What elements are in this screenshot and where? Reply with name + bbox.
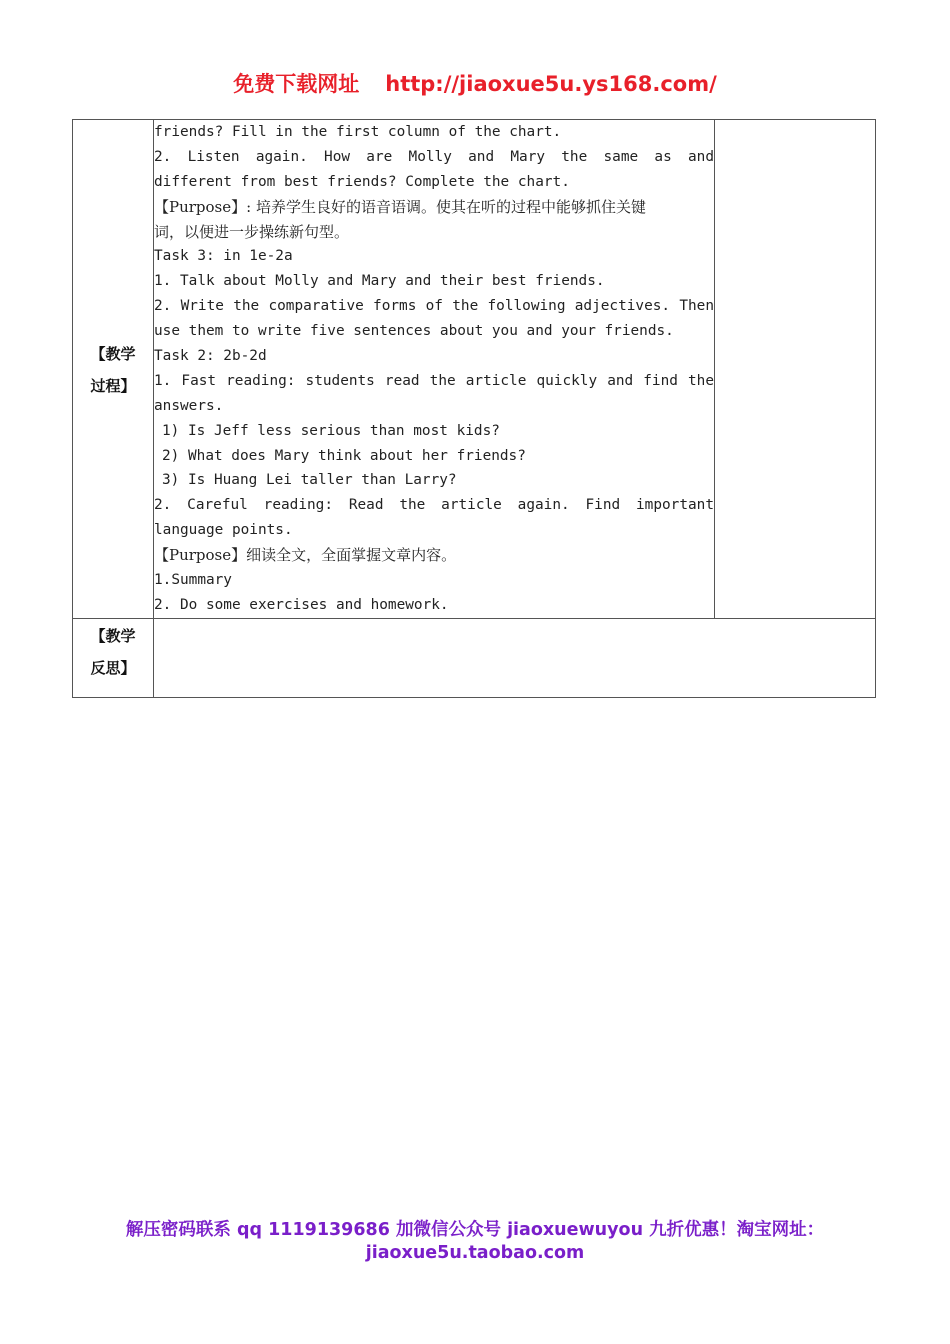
- footer-line-1: 解压密码联系 qq 1119139686 加微信公众号 jiaoxuewuyou 九折优惠！淘宝网址：: [125, 1220, 825, 1240]
- teaching-process-row: [73, 120, 876, 619]
- teaching-reflection-content: [154, 618, 876, 697]
- content-line: 2. Do some exercises and homework.: [154, 596, 449, 613]
- label-line: 【教学: [90, 344, 136, 363]
- teaching-process-content: [154, 120, 715, 619]
- purpose-text: 【Purpose】细读全文，全面掌握文章内容。: [154, 546, 457, 565]
- content-line: Task 3: in 1e-2a: [154, 248, 293, 265]
- teaching-reflection-row: [73, 618, 876, 697]
- teaching-process-label: [73, 120, 154, 619]
- content-line: 3) Is Huang Lei taller than Larry?: [162, 472, 457, 489]
- content-line: 1. Talk about Molly and Mary and their best friends.: [154, 273, 605, 290]
- page-header: [0, 68, 950, 98]
- content-line: 2) What does Mary think about her friends?: [162, 447, 526, 464]
- content-line: 1) Is Jeff less serious than most kids?: [162, 422, 500, 439]
- header-label: 免费下载网址: [233, 72, 360, 96]
- content-line: [154, 220, 714, 245]
- content-line: Task 2: 2b-2d: [154, 348, 267, 365]
- content-line: [154, 543, 714, 568]
- content-line: 1.Summary: [154, 572, 232, 589]
- purpose-text: 【Purpose】: 培养学生良好的语音语调。使其在听的过程中能够抓住关键: [154, 197, 646, 216]
- content-line: answers.: [154, 397, 224, 414]
- teaching-reflection-label: [73, 618, 154, 697]
- page-footer: [0, 1219, 950, 1265]
- label-line: 过程】: [90, 376, 136, 395]
- purpose-text: 词，以便进一步操练新句型。: [154, 222, 350, 241]
- label-line: 反思】: [90, 658, 136, 677]
- content-line: [154, 195, 714, 220]
- content-line: different from best friends? Complete the chart.: [154, 173, 570, 190]
- content-line: use them to write five sentences about you and your friends.: [154, 323, 674, 340]
- content-line: 1. Fast reading: students read the article quickly and find the: [154, 372, 714, 389]
- content-line: friends? Fill in the first column of the chart.: [154, 124, 562, 140]
- content-line: 2. Careful reading: Read the article again. Find important: [154, 497, 714, 514]
- content-line: 2. Listen again. How are Molly and Mary the same as and: [154, 148, 714, 165]
- content-line: language points.: [154, 522, 293, 539]
- notes-column-cell: [715, 120, 876, 619]
- lesson-plan-table: [72, 119, 876, 698]
- label-line: 【教学: [90, 626, 136, 645]
- header-url-link[interactable]: http://jiaoxue5u.ys168.com/: [385, 72, 717, 96]
- footer-taobao-link[interactable]: jiaoxue5u.taobao.com: [365, 1243, 585, 1263]
- content-line: 2. Write the comparative forms of the following adjectives. Then: [154, 298, 714, 315]
